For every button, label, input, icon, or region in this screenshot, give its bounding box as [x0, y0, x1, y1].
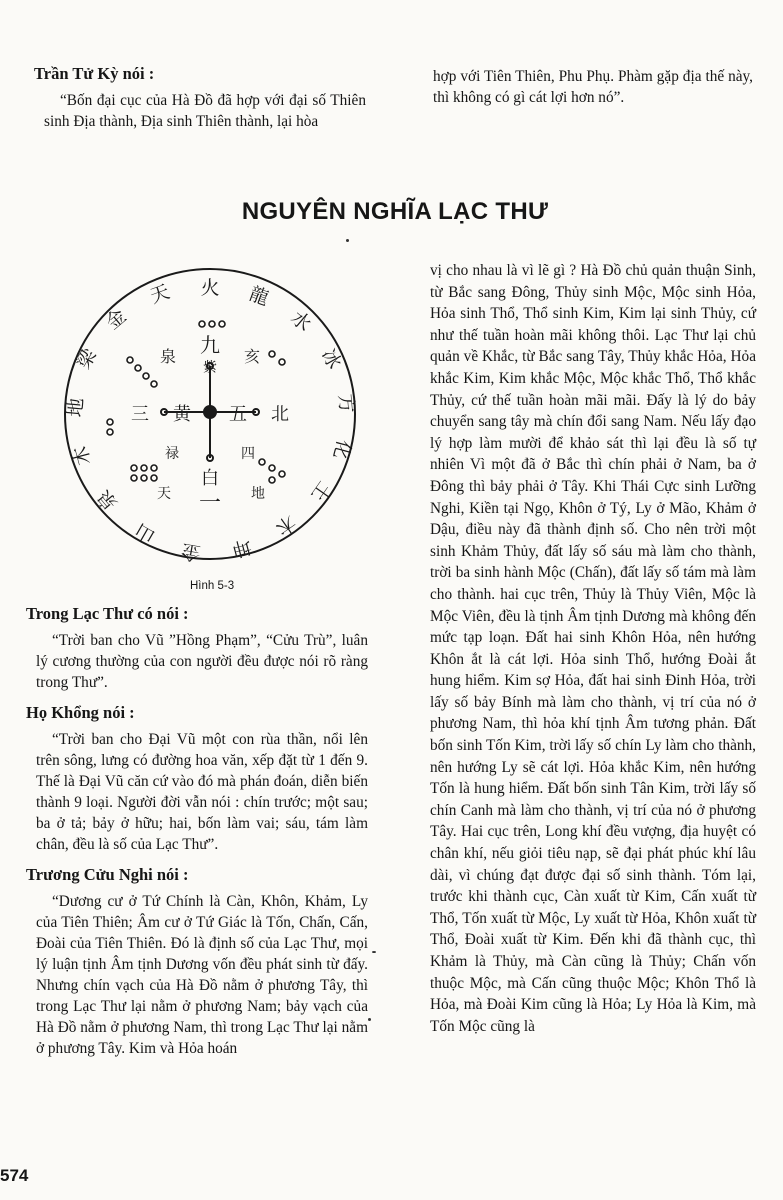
truong-cuu-nghi-heading: Trương Cửu Nghi nói : [26, 865, 189, 884]
svg-text:木: 木 [69, 443, 96, 468]
svg-text:泉: 泉 [92, 485, 122, 515]
svg-text:金: 金 [101, 304, 131, 334]
tran-tu-ky-quote-continued: hợp với Tiên Thiên, Phu Phụ. Phàm gặp địa thế này, thì không có gì cát lợi hơn nó”. [433, 68, 753, 106]
svg-text:化: 化 [328, 437, 355, 462]
scan-speck [346, 239, 349, 242]
top-left-block [34, 64, 366, 132]
figure-caption: Hình 5-3 [190, 580, 235, 592]
scan-speck [368, 1018, 371, 1021]
lac-thu-seal-image [52, 262, 368, 572]
left-column [26, 604, 368, 1059]
glyph-nine: 九 [200, 333, 220, 357]
section-title: NGUYÊN NGHĨA LẠC THƯ [241, 198, 549, 225]
truong-cuu-nghi-quote: “Dương cư ở Tứ Chính là Càn, Khôn, Khảm, Ly của Tiên Thiên; Âm cư ở Tứ Giác là Tốn, Chấn, Cấn, Đoài của Tiên Thiên. Đó là định số của Lạc Thư, mọi lý luận tịnh Âm tịnh Dương vốn đều phát sinh từ đấy. Nhưng chín vạch của Hà Đồ nằm ở phương Tây, thì trong Lạc Thư lại nằm ở phương Nam; bảy vạch của Hà Đồ nằm ở phương Nam, thì trong Lạc Thư lại nằm ở phương Tây. Kim và Hỏa hoán [36, 893, 368, 1057]
svg-text:冰: 冰 [316, 345, 346, 373]
tran-tu-ky-quote: “Bốn đại cục của Hà Đồ đã hợp với đại số Thiên sinh Địa thành, Địa sinh Thiên thành, lại hòa [44, 92, 366, 130]
lac-thu-quote: “Trời ban cho Vũ ”Hồng Phạm”, “Cửu Trù”, luân lý cương thường của con người đều được nói rõ ràng trong Thư”. [36, 632, 368, 691]
svg-text:黄: 黄 [173, 404, 191, 425]
lac-thu-diagram [52, 262, 368, 572]
svg-text:禄: 禄 [165, 446, 179, 462]
svg-text:坤: 坤 [229, 534, 254, 561]
svg-text:山: 山 [131, 518, 159, 548]
svg-text:地: 地 [251, 486, 265, 502]
svg-text:泉: 泉 [159, 347, 177, 366]
khong-heading: Họ Khổng nói : [26, 703, 135, 722]
svg-text:水: 水 [286, 306, 316, 336]
svg-text:方: 方 [334, 393, 358, 414]
scan-speck [372, 951, 376, 953]
lac-thu-heading: Trong Lạc Thư có nói : [26, 604, 189, 623]
svg-text:龍: 龍 [246, 282, 272, 310]
khong-quote: “Trời ban cho Đại Vũ một con rùa thần, nổi lên trên sông, lưng có đường hoa văn, xếp đặt từ 1 đến 9. Thế là Đại Vũ căn cứ vào đó mà phán đoán, diễn biến thành 9 loại. Người đời vẫn nói : chín trước; một sau; ba ở tả; bảy ở hữu; hai, bốn làm vai; sáu, tám làm chân, đều là số của Lạc Thư”. [36, 731, 368, 853]
svg-text:木: 木 [271, 510, 300, 540]
svg-text:天: 天 [157, 486, 171, 502]
svg-text:梁: 梁 [72, 345, 102, 373]
svg-text:北: 北 [271, 404, 289, 425]
svg-text:四: 四 [241, 446, 255, 462]
svg-text:白: 白 [201, 468, 219, 489]
top-right-block [433, 66, 753, 108]
svg-text:金: 金 [179, 539, 203, 565]
svg-text:地: 地 [64, 397, 88, 418]
svg-text:火: 火 [200, 277, 220, 299]
glyph-five: 五 [229, 404, 247, 425]
page-number: 574 [0, 1166, 29, 1185]
svg-text:土: 土 [306, 477, 336, 506]
right-column [430, 260, 756, 1037]
tran-tu-ky-heading: Trần Tử Kỳ nói : [34, 64, 155, 83]
svg-text:天: 天 [147, 280, 173, 308]
svg-text:一: 一 [198, 491, 222, 516]
svg-text:三: 三 [131, 404, 149, 425]
svg-text:亥: 亥 [243, 347, 261, 366]
svg-text:紫: 紫 [203, 360, 217, 376]
right-column-body: vị cho nhau là vì lẽ gì ? Hà Đồ chủ quản thuận Sinh, từ Bắc sang Đông, Thủy sinh Mộc, Mộc sinh Hỏa, Hỏa sinh Thổ, Thổ sinh Kim, Kim lại sinh Thủy, cứ như thế tuần hoàn mãi không thôi. Lạc Thư lại chủ quản về Khắc, từ Bắc sang Tây, Thủy khắc Hỏa, Hỏa khắc Kim, Kim khắc Mộc, Mộc khắc Thổ, Thổ khắc Thủy, cứ thế tuần hoàn mãi mãi. Đấy là lý do bảy chuyển sang tây mà chín đổi sang Nam. Nếu lấy đạo lý hợp làm mười để khảo sát thì lại đều là số tự nhiên Vì một đã ở Bắc thì chín phải ở Nam, ba ở Đông thì bảy phải ở Tây. Khi Thái Cực sinh Lưỡng Nghi, Kiền tại Ngọ, Khôn ở Tý, Ly ở Mão, Khảm ở Dậu, điều này đã thành định số. Cho nên trời một sinh Khảm Thủy, đất lấy số sáu mà làm cho thành, trời ba sinh hành Mộc (Chấn), đất lấy số tám mà làm cho thành. hai cục trên, Thủy là Thủy Viên, Mộc là Mộc Viên, đều là tịnh Âm tịnh Dương mà không đến mức tạp loạn. Đất hai sinh Khôn Hỏa, nên hướng Khôn ắt là cát lợi. Hỏa sinh Thổ, hướng Đoài ắt hung hiểm. Kim sợ Hỏa, đất hai sinh Đinh Hỏa, trời lấy số bảy Bính mà làm cho thành, vị trí của nó ở phương Nam, thì hỏa khí tịnh Âm tương phản. Đất bốn sinh Tốn Kim, trời lấy số chín Ly làm cho thành, nên hướng Ly sẽ cát lợi. Hỏa khắc Kim, nên hướng Tốn là hung hiểm. Đất bốn sinh Tân Kim, trời lấy số chín Canh mà làm cho thành, vị trí của nó ở phương Tây. Hai cục trên, Long khí đều vượng, địa huyệt có chân khí, nếu giỏi tiêu nạp, sẽ đại phát phúc khí lâu dài, vì chúng đạt được đại số sinh thành. Tóm lại, trước khi thành cục, Càn xuất từ Kim, Cấn xuất từ Thổ, Tốn xuất từ Mộc, Ly xuất từ Hỏa, Khôn xuất từ Thổ, Đoài xuất từ Kim. Đến khi đã thành cục, thì Khảm là Thủy, mà Càn cũng là Thủy; Chấn vốn thuộc Mộc, mà Cấn cũng thuộc Mộc; Khôn Thổ là Hỏa, mà Đoài Kim cũng là Hỏa; Ly Hỏa là Kim, mà Tốn Mộc cũng là [430, 262, 756, 1035]
